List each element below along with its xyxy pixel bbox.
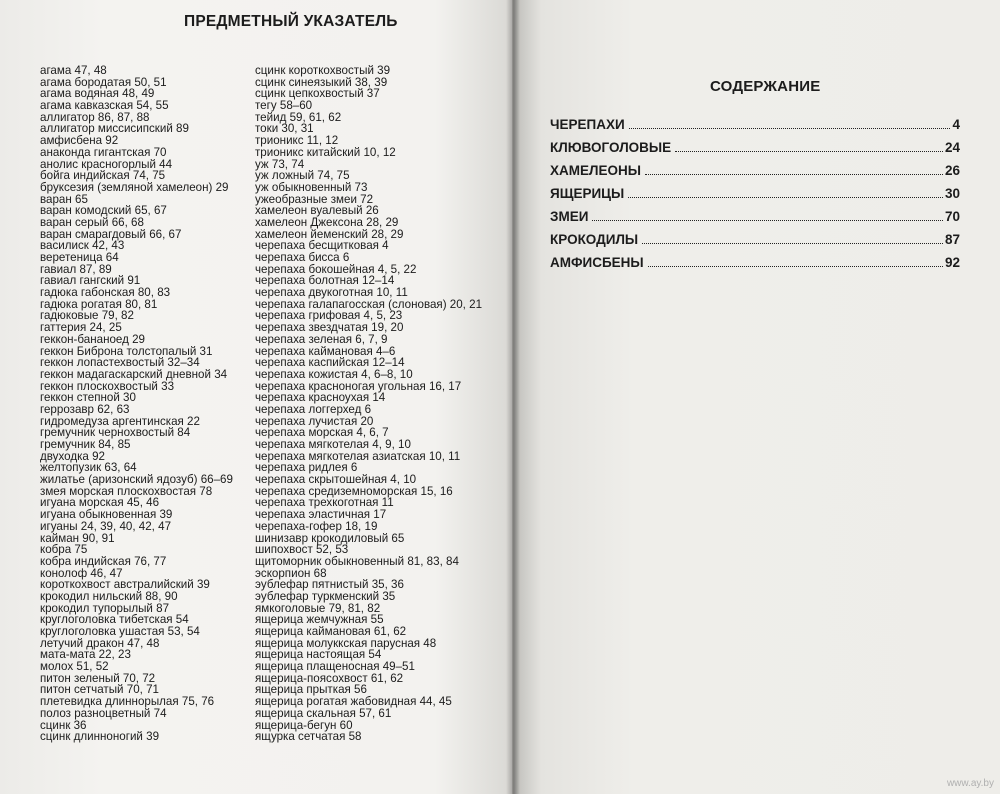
index-entry: черепаха средиземноморская 15, 16 bbox=[255, 484, 453, 498]
contents-item-label: ЯЩЕРИЦЫ bbox=[550, 186, 625, 201]
contents-leader-dots bbox=[628, 197, 943, 198]
index-entry: питон сетчатый 70, 71 bbox=[40, 683, 159, 697]
index-entry: черепаха трехкоготная 11 bbox=[255, 496, 394, 510]
index-entry: желтопузик 63, 64 bbox=[40, 461, 137, 475]
contents-item bbox=[550, 232, 960, 255]
index-entry: амфисбена 92 bbox=[40, 134, 119, 148]
index-entry: геррозавр 62, 63 bbox=[40, 402, 130, 416]
index-entry: ящерица-поясохвост 61, 62 bbox=[255, 671, 404, 685]
index-entry: ящерица-бегун 60 bbox=[255, 718, 353, 732]
index-entry: бруксезия (земляной хамелеон) 29 bbox=[40, 180, 229, 194]
index-entry: варан комодский 65, 67 bbox=[40, 204, 167, 218]
index-entry: хамелеон вуалевый 26 bbox=[255, 204, 379, 218]
contents-item bbox=[550, 209, 960, 232]
index-entry: черепаха двукоготная 10, 11 bbox=[255, 286, 408, 300]
index-entry: тейид 59, 61, 62 bbox=[255, 110, 342, 124]
contents-item bbox=[550, 186, 960, 209]
index-title: ПРЕДМЕТНЫЙ УКАЗАТЕЛЬ bbox=[184, 13, 398, 30]
contents-item-page: 30 bbox=[944, 186, 960, 201]
index-entry: агама 47, 48 bbox=[40, 64, 107, 77]
index-entry: хамелеон Джексона 28, 29 bbox=[255, 215, 399, 229]
index-entry: черепаха эластичная 17 bbox=[255, 508, 387, 522]
index-entry: черепаха грифовая 4, 5, 23 bbox=[255, 309, 403, 323]
index-entry: черепаха галапагосская (слоновая) 20, 21 bbox=[255, 297, 483, 311]
contents-item bbox=[550, 255, 960, 278]
index-entry: гадюка габонская 80, 83 bbox=[40, 286, 171, 300]
index-entry: черепаха бисса 6 bbox=[255, 251, 350, 264]
contents-item-page: 92 bbox=[944, 255, 960, 270]
index-entry: варан серый 66, 68 bbox=[40, 215, 144, 229]
index-entry: агама бородатая 50, 51 bbox=[40, 75, 167, 89]
contents-item-page: 24 bbox=[944, 140, 960, 155]
contents-item bbox=[550, 163, 960, 186]
index-entry: кайман 90, 91 bbox=[40, 531, 115, 545]
index-entry: агама кавказская 54, 55 bbox=[40, 99, 169, 113]
watermark: www.ay.by bbox=[946, 778, 994, 789]
index-entry: черепаха болотная 12–14 bbox=[255, 274, 395, 288]
index-entry: геккон степной 30 bbox=[40, 391, 136, 405]
index-entry: варан 65 bbox=[40, 192, 88, 206]
index-entry: змея морская плоскохвостая 78 bbox=[40, 484, 213, 498]
index-entry: питон зеленый 70, 72 bbox=[40, 671, 156, 685]
index-entry: летучий дракон 47, 48 bbox=[40, 636, 160, 650]
index-entry: аллигатор миссисипский 89 bbox=[40, 122, 189, 136]
index-entry: короткохвост австралийский 39 bbox=[40, 578, 210, 592]
index-entry: черепаха лучистая 20 bbox=[255, 414, 374, 428]
index-entry: геккон-бананоед 29 bbox=[40, 332, 146, 346]
index-entry: сцинк цепкохвостый 37 bbox=[255, 87, 380, 101]
contents-item-label: ХАМЕЛЕОНЫ bbox=[550, 163, 641, 178]
contents-leader-dots bbox=[648, 266, 943, 267]
index-entry: черепаха мягкотелая азиатская 10, 11 bbox=[255, 449, 461, 463]
index-entry: гремучник 84, 85 bbox=[40, 438, 131, 451]
index-entry: черепаха каспийская 12–14 bbox=[255, 356, 405, 370]
index-entry: ящерица прыткая 56 bbox=[255, 683, 367, 697]
index-entry: геккон мадагаскарский дневной 34 bbox=[40, 367, 228, 381]
index-entry: жилатье (аризонский ядозуб) 66–69 bbox=[40, 473, 233, 487]
index-entry: полоз разноцветный 74 bbox=[40, 706, 167, 720]
index-entry: агама водяная 48, 49 bbox=[40, 87, 155, 101]
contents-leader-dots bbox=[645, 174, 943, 175]
contents-item-page: 4 bbox=[952, 117, 960, 132]
index-entry: крокодил нильский 88, 90 bbox=[40, 589, 178, 603]
index-entry: эублефар туркменский 35 bbox=[255, 589, 396, 603]
contents-item-label: АМФИСБЕНЫ bbox=[550, 255, 644, 270]
index-entry: молох 51, 52 bbox=[40, 660, 109, 674]
index-entry: геккон Биброна толстопалый 31 bbox=[40, 344, 213, 358]
index-entry: варан смарагдовый 66, 67 bbox=[40, 227, 182, 241]
index-entry: черепаха зеленая 6, 7, 9 bbox=[255, 332, 388, 346]
index-entry: круглоголовка тибетская 54 bbox=[40, 613, 189, 627]
index-entry: круглоголовка ушастая 53, 54 bbox=[40, 625, 200, 638]
index-entry: анаконда гигантская 70 bbox=[40, 145, 167, 159]
index-entry: анолис красногорлый 44 bbox=[40, 157, 173, 171]
index-entry: шипохвост 52, 53 bbox=[255, 543, 349, 557]
index-entry: уж обыкновенный 73 bbox=[255, 180, 368, 194]
contents-item-page: 26 bbox=[944, 163, 960, 178]
index-entry: сцинк длинноногий 39 bbox=[40, 730, 160, 744]
index-entry: тегу 58–60 bbox=[255, 99, 313, 113]
contents-title: СОДЕРЖАНИЕ bbox=[710, 78, 821, 95]
index-entry: гремучник чернохвостый 84 bbox=[40, 426, 191, 440]
contents-item-label: КРОКОДИЛЫ bbox=[550, 232, 639, 247]
contents-item-label: ЧЕРЕПАХИ bbox=[550, 117, 625, 132]
index-entry: черепаха мягкотелая 4, 9, 10 bbox=[255, 438, 411, 451]
index-entry: трионикс 11, 12 bbox=[255, 134, 339, 148]
index-entry: эскорпион 68 bbox=[255, 566, 327, 580]
index-entry: черепаха бесщитковая 4 bbox=[255, 239, 389, 253]
index-entry: щитоморник обыкновенный 81, 83, 84 bbox=[255, 554, 459, 568]
index-entry: гавиал 87, 89 bbox=[40, 262, 112, 276]
index-entry: игуана обыкновенная 39 bbox=[40, 508, 173, 522]
index-entry: черепаха бокошейная 4, 5, 22 bbox=[255, 262, 417, 276]
index-entry: гавиал гангский 91 bbox=[40, 274, 141, 288]
index-entry: аллигатор 86, 87, 88 bbox=[40, 110, 150, 124]
index-entry: веретеница 64 bbox=[40, 251, 119, 264]
contents-item-page: 87 bbox=[944, 232, 960, 247]
index-entry: ящурка сетчатая 58 bbox=[255, 730, 362, 744]
index-column-1 bbox=[40, 65, 233, 743]
index-entry: черепаха красноухая 14 bbox=[255, 391, 386, 405]
index-entry: токи 30, 31 bbox=[255, 122, 314, 136]
index-entry: игуаны 24, 39, 40, 42, 47 bbox=[40, 519, 172, 533]
index-entry: сцинк синеязыкий 38, 39 bbox=[255, 75, 388, 89]
index-entry: черепаха скрытошейная 4, 10 bbox=[255, 473, 417, 487]
index-entry: ящерица жемчужная 55 bbox=[255, 613, 384, 627]
index-entry: конолоф 46, 47 bbox=[40, 566, 123, 580]
index-entry: черепаха логгерхед 6 bbox=[255, 402, 372, 416]
index-entry: ящерица рогатая жабовидная 44, 45 bbox=[255, 695, 452, 709]
index-entry: черепаха красноногая угольная 16, 17 bbox=[255, 379, 462, 393]
index-entry: ящерица молуккская парусная 48 bbox=[255, 636, 437, 650]
index-entry: геккон плоскохвостый 33 bbox=[40, 379, 175, 393]
index-entry: гадюка рогатая 80, 81 bbox=[40, 297, 158, 311]
index-entry: геккон лопастехвостый 32–34 bbox=[40, 356, 200, 370]
contents-leader-dots bbox=[592, 220, 943, 221]
index-entry: черепаха морская 4, 6, 7 bbox=[255, 426, 389, 440]
index-entry: кобра 75 bbox=[40, 543, 88, 557]
index-entry: трионикс китайский 10, 12 bbox=[255, 145, 396, 159]
index-entry: ящерица скальная 57, 61 bbox=[255, 706, 392, 720]
index-entry: ящерица настоящая 54 bbox=[255, 648, 382, 662]
contents-item bbox=[550, 117, 960, 140]
index-entry: игуана морская 45, 46 bbox=[40, 496, 160, 510]
contents-leader-dots bbox=[629, 128, 951, 129]
index-entry: кобра индийская 76, 77 bbox=[40, 554, 167, 568]
index-entry: уж 73, 74 bbox=[255, 157, 305, 171]
index-entry: гаттерия 24, 25 bbox=[40, 321, 122, 335]
index-entry: василиск 42, 43 bbox=[40, 239, 125, 253]
index-entry: сцинк 36 bbox=[40, 718, 87, 732]
index-entry: черепаха звездчатая 19, 20 bbox=[255, 321, 404, 335]
contents-item-page: 70 bbox=[944, 209, 960, 224]
index-entry: шинизавр крокодиловый 65 bbox=[255, 531, 405, 545]
index-entry: хамелеон йеменский 28, 29 bbox=[255, 227, 404, 241]
index-column-2 bbox=[255, 65, 482, 743]
contents-list bbox=[550, 117, 960, 278]
index-entry: черепаха-гофер 18, 19 bbox=[255, 519, 378, 533]
index-entry: крокодил тупорылый 87 bbox=[40, 601, 170, 615]
index-entry: черепаха ридлея 6 bbox=[255, 461, 358, 475]
index-entry: уж ложный 74, 75 bbox=[255, 169, 350, 183]
index-entry: гидромедуза аргентинская 22 bbox=[40, 414, 200, 428]
index-entry: ящерица плащеносная 49–51 bbox=[255, 660, 415, 674]
contents-leader-dots bbox=[642, 243, 943, 244]
right-page bbox=[512, 0, 1000, 794]
book-gutter-shadow bbox=[506, 0, 520, 794]
index-entry: черепаха каймановая 4–6 bbox=[255, 344, 396, 358]
contents-leader-dots bbox=[675, 151, 943, 152]
index-entry: плетевидка длиннорылая 75, 76 bbox=[40, 695, 215, 709]
index-entry: бойга индийская 74, 75 bbox=[40, 169, 166, 183]
index-entry: ужеобразные змеи 72 bbox=[255, 192, 374, 206]
contents-item-label: КЛЮВОГОЛОВЫЕ bbox=[550, 140, 672, 155]
index-entry: эублефар пятнистый 35, 36 bbox=[255, 578, 404, 592]
index-entry: ямкоголовые 79, 81, 82 bbox=[255, 601, 381, 615]
index-entry: мата-мата 22, 23 bbox=[40, 648, 131, 662]
index-entry: двуходка 92 bbox=[40, 449, 105, 463]
contents-item bbox=[550, 140, 960, 163]
index-entry: черепаха кожистая 4, 6–8, 10 bbox=[255, 367, 413, 381]
index-entry: гадюковые 79, 82 bbox=[40, 309, 134, 323]
contents-item-label: ЗМЕИ bbox=[550, 209, 589, 224]
index-entry: ящерица каймановая 61, 62 bbox=[255, 625, 407, 638]
index-entry: сцинк короткохвостый 39 bbox=[255, 64, 391, 77]
